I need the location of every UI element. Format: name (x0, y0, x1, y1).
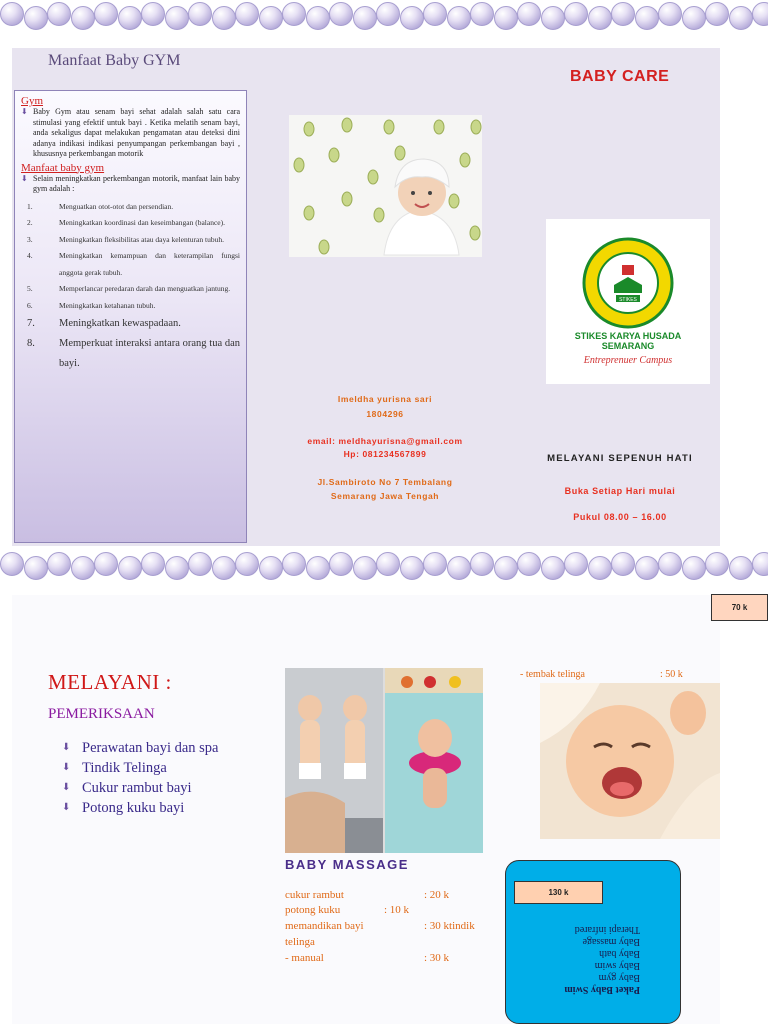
bead-icon (353, 6, 377, 30)
bead-icon (47, 552, 71, 576)
stikes-logo-icon (546, 219, 710, 384)
bead-icon (752, 552, 768, 576)
list-item: 8. Memperkuat interaksi antara orang tua dan bayi. (27, 338, 240, 369)
list-item: 6. Meningkatkan ketahanan tubuh. (27, 300, 156, 310)
bead-icon (470, 2, 494, 26)
arrow-bullet-icon: ⬇ (62, 802, 71, 813)
contact-address2: Semarang Jawa Tengah (330, 491, 440, 501)
list-item: Baby swim (594, 960, 640, 971)
bead-icon (47, 2, 71, 26)
contact-email: email: meldhayurisna@gmail.com (307, 436, 463, 446)
price-label: potong kuku (285, 904, 341, 916)
price-value: : 10 k (384, 904, 410, 916)
bead-icon (376, 552, 400, 576)
bead-icon (141, 2, 165, 26)
tembak-telinga-price: : 50 k (660, 669, 683, 680)
bead-icon (611, 552, 635, 576)
bead-icon (682, 556, 706, 580)
bead-icon (588, 556, 612, 580)
tembak-telinga-label: - tembak telinga (520, 669, 585, 680)
bead-icon (24, 556, 48, 580)
bead-icon (705, 2, 729, 26)
open-days: Buka Setiap Hari mulai (564, 486, 676, 496)
logo-name-line1: STIKES KARYA HUSADA (574, 331, 682, 341)
price-value: : 20 k (424, 889, 450, 901)
bead-icon (541, 6, 565, 30)
service-list (62, 738, 219, 818)
price-value: : 30 ktindik (424, 920, 475, 932)
bead-icon (400, 556, 424, 580)
list-item: 1. Menguatkan otot-otot dan persendian. (27, 201, 174, 211)
list-item: ⬇ Potong kuku bayi (62, 800, 185, 816)
bead-border-top (0, 2, 768, 42)
logo-center-text: STIKES (619, 297, 637, 303)
list-item: 5. Memperlancar peredaran darah dan menguatkan jantung. (27, 284, 231, 293)
contact-address1: Jl.Sambiroto No 7 Tembalang (317, 477, 453, 487)
arrow-bullet-icon: ⬇ (62, 742, 71, 753)
paket-title: Paket Baby Swim (564, 984, 640, 995)
stikes-logo-card (546, 219, 710, 384)
gym-heading: Gym (21, 95, 43, 107)
list-item: 7. Meningkatkan kewaspadaan. (27, 318, 181, 329)
bead-icon (541, 556, 565, 580)
bead-icon (141, 552, 165, 576)
melayani-heading: MELAYANI : (48, 670, 172, 694)
bead-icon (94, 2, 118, 26)
bead-icon (306, 6, 330, 30)
arrow-bullet-icon: ⬇ (62, 782, 71, 793)
price-tag-top: 70 k (711, 594, 768, 621)
bead-icon (588, 6, 612, 30)
bead-icon (423, 552, 447, 576)
manfaat-intro: ⬇ Selain meningkatkan perkembangan motorik, manfaat lain baby gym adalah : (21, 173, 240, 193)
baby-massage-photo (285, 668, 483, 853)
contact-id: 1804296 (366, 409, 404, 419)
price-label: telinga (285, 936, 315, 948)
bead-icon (71, 6, 95, 30)
bead-icon (494, 556, 518, 580)
arrow-bullet-icon: ⬇ (62, 762, 71, 773)
baby-towel-photo (289, 115, 482, 257)
bead-icon (329, 552, 353, 576)
manfaat-title: Manfaat Baby GYM (48, 52, 181, 69)
bead-icon (447, 556, 471, 580)
bead-icon (423, 2, 447, 26)
manfaat-heading: Manfaat baby gym (21, 161, 105, 174)
bead-icon (682, 6, 706, 30)
bead-icon (517, 2, 541, 26)
laughing-baby-photo (540, 683, 720, 839)
bead-icon (259, 556, 283, 580)
list-item: Therapi infrared (574, 924, 640, 935)
contact-name: Imeldha yurisna sari (337, 394, 433, 404)
bead-icon (94, 552, 118, 576)
price-label: - manual (285, 952, 324, 964)
bead-icon (24, 6, 48, 30)
bead-icon (71, 556, 95, 580)
list-item: Baby massage (582, 936, 640, 947)
gym-info-box (14, 90, 247, 543)
brand-title: BABY CARE (570, 68, 670, 85)
logo-tagline: Entreprenuer Campus (583, 355, 673, 366)
bead-icon (517, 552, 541, 576)
bead-icon (658, 2, 682, 26)
arrow-bullet-icon: ⬇ (21, 107, 28, 116)
benefit-list (21, 199, 240, 375)
baby-massage-heading: BABY MASSAGE (285, 857, 409, 872)
bead-border-bottom (0, 552, 768, 592)
bead-icon (470, 552, 494, 576)
bead-icon (0, 552, 24, 576)
logo-name-line2: SEMARANG (601, 341, 655, 351)
bead-icon (118, 556, 142, 580)
open-hours: Pukul 08.00 – 16.00 (573, 512, 667, 522)
bead-icon (658, 552, 682, 576)
bead-icon (212, 556, 236, 580)
bead-icon (329, 2, 353, 26)
gym-paragraph: ⬇ Baby Gym atau senam bayi sehat adalah salah satu cara stimulasi yang efektif untuk bayi . Ketika melatih senam bayi, anda sekaligus dapat melakukan pengamatan atau deteksi dini adanya indikasi indikasi penyumpangan perkembangan bayi , khususnya perkembangan motorik (21, 107, 240, 158)
slogan: MELAYANI SEPENUH HATI (547, 453, 693, 464)
list-item: ⬇ Cukur rambut bayi (62, 780, 192, 796)
bead-icon (235, 2, 259, 26)
bead-icon (165, 6, 189, 30)
list-item: 4. Meningkatkan kemampuan dan keterampilan fungsi anggota gerak tubuh. (27, 251, 240, 277)
pemeriksaan-heading: PEMERIKSAAN (48, 706, 155, 722)
bead-icon (729, 6, 753, 30)
arrow-bullet-icon: ⬇ (21, 173, 28, 183)
bead-icon (564, 552, 588, 576)
bead-icon (752, 2, 768, 26)
bead-icon (376, 2, 400, 26)
bead-icon (165, 556, 189, 580)
price-tag-mid: 130 k (514, 881, 603, 904)
bead-icon (400, 6, 424, 30)
bead-icon (611, 2, 635, 26)
bead-icon (188, 2, 212, 26)
bead-icon (353, 556, 377, 580)
list-item: Baby bath (599, 948, 640, 959)
bead-icon (306, 556, 330, 580)
price-label: cukur rambut (285, 889, 344, 901)
bead-icon (447, 6, 471, 30)
bead-icon (635, 556, 659, 580)
list-item: 3. Meningkatkan fleksibilitas atau daya kelenturan tubuh. (27, 234, 224, 244)
bead-icon (705, 552, 729, 576)
bead-icon (0, 2, 24, 26)
bead-icon (282, 2, 306, 26)
bead-icon (259, 6, 283, 30)
bead-icon (235, 552, 259, 576)
paket-list-rotated (540, 905, 640, 995)
bead-icon (282, 552, 306, 576)
bead-icon (729, 556, 753, 580)
bead-icon (494, 6, 518, 30)
list-item: ⬇ Perawatan bayi dan spa (62, 740, 219, 756)
list-item: 2. Meningkatkan koordinasi dan keseimbangan (balance). (27, 218, 225, 227)
bead-icon (118, 6, 142, 30)
contact-phone: Hp: 081234567899 (343, 449, 427, 459)
bead-icon (564, 2, 588, 26)
list-item: Baby gym (598, 972, 640, 983)
price-value: : 30 k (424, 952, 450, 964)
price-label: memandikan bayi (285, 920, 364, 932)
bead-icon (188, 552, 212, 576)
bead-icon (635, 6, 659, 30)
list-item: ⬇ Tindik Telinga (62, 760, 167, 776)
bead-icon (212, 6, 236, 30)
